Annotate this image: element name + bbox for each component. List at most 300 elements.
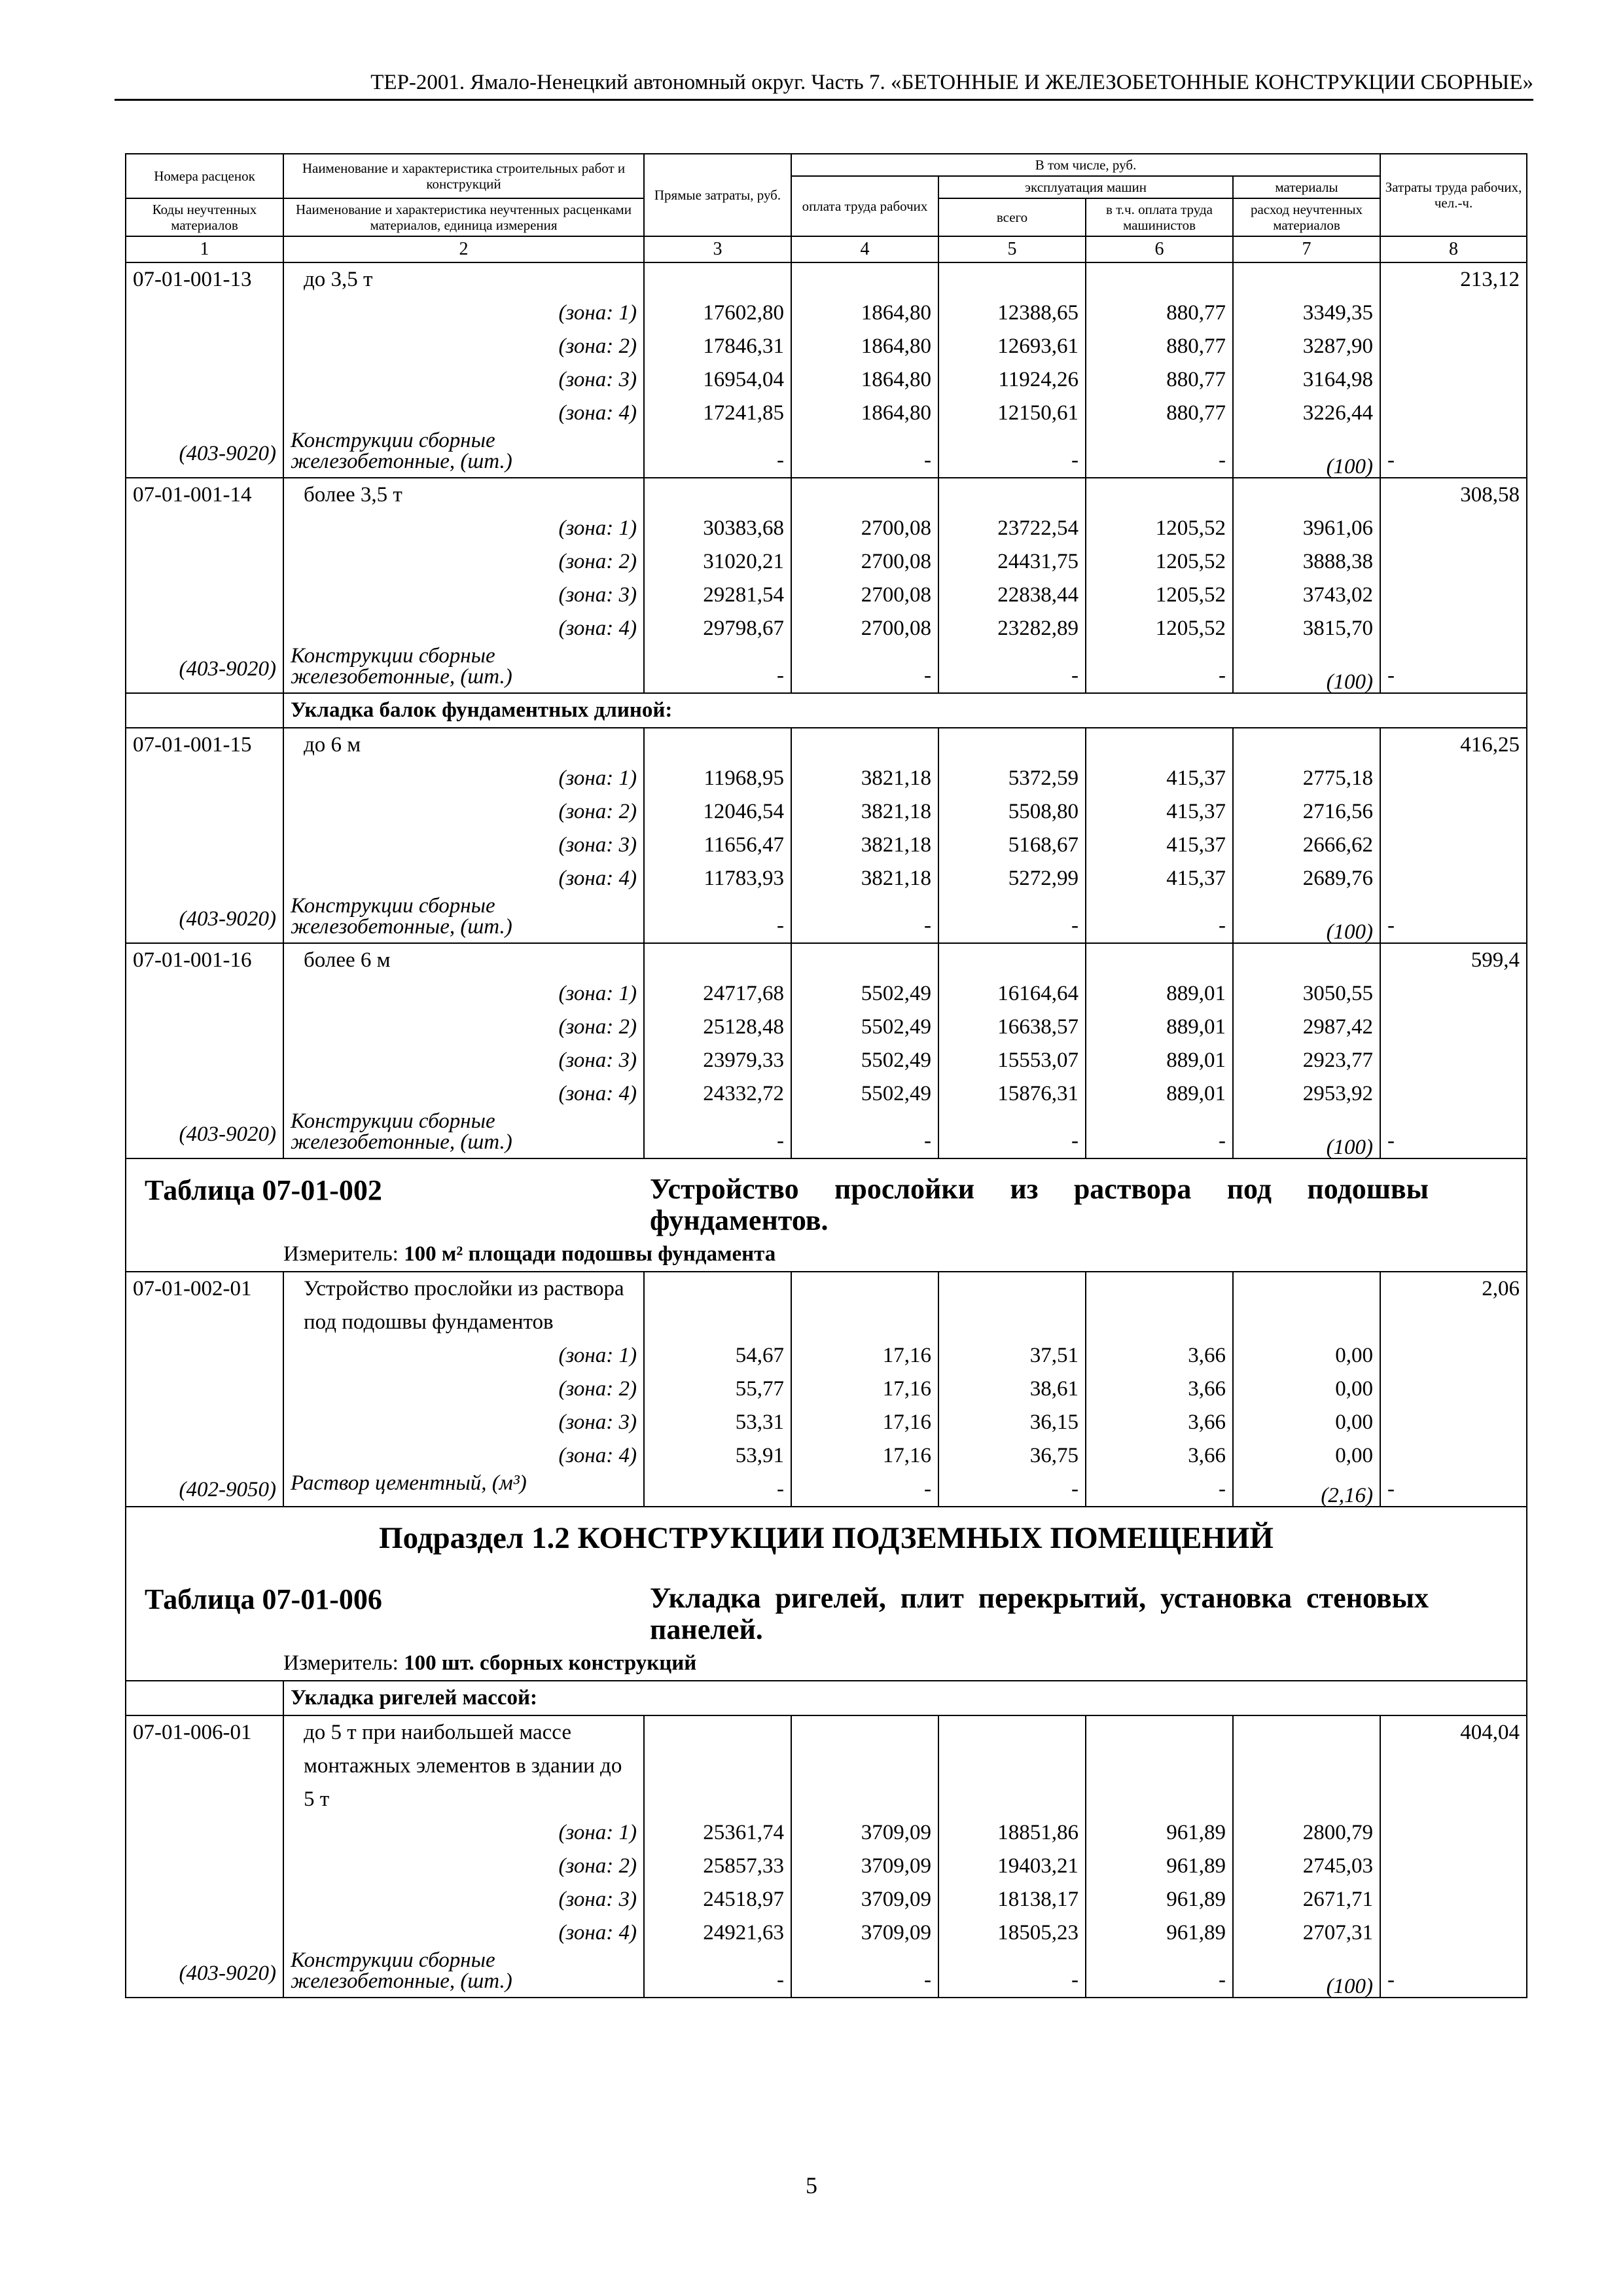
col-header-worker-pay: оплата труда рабочих — [791, 176, 938, 236]
header-number-row — [126, 236, 1527, 262]
zone-value: 30383,68 — [644, 512, 791, 545]
empty-cell — [126, 612, 283, 645]
zone-row — [126, 579, 1527, 612]
zone-value: 23722,54 — [938, 512, 1086, 545]
zone-value: 2700,08 — [791, 545, 938, 579]
empty-cell — [1380, 1406, 1527, 1439]
measure-value: 100 шт. сборных конструкций — [404, 1651, 697, 1675]
empty-cell — [1380, 795, 1527, 829]
empty-cell — [126, 397, 283, 430]
zone-value: 2700,08 — [791, 512, 938, 545]
zone-value: 31020,21 — [644, 545, 791, 579]
table-number: Таблица 07-01-002 — [145, 1174, 382, 1206]
material-name: Конструкции сборные железобетонные, (шт.) — [283, 645, 644, 693]
zone-value: 3164,98 — [1233, 363, 1380, 397]
zone-row — [126, 330, 1527, 363]
zone-value: 3815,70 — [1233, 612, 1380, 645]
material-row — [126, 1473, 1527, 1507]
zone-row — [126, 512, 1527, 545]
measure-label: Измеритель: — [283, 1242, 399, 1266]
material-qty: (2,16) — [1233, 1473, 1380, 1507]
empty-cell — [1380, 363, 1527, 397]
dash-value: - — [1380, 645, 1527, 693]
zone-value: 5372,59 — [938, 762, 1086, 795]
zone-label: (зона: 2) — [283, 1850, 644, 1883]
zone-value: 11656,47 — [644, 829, 791, 862]
zone-value: 11783,93 — [644, 862, 791, 895]
empty-cell — [126, 1816, 283, 1850]
dash-value: - — [938, 1111, 1086, 1158]
empty-cell — [1380, 296, 1527, 330]
zone-value: 5272,99 — [938, 862, 1086, 895]
subsection-title: Подраздел 1.2 КОНСТРУКЦИИ ПОДЗЕМНЫХ ПОМЕЩЕНИЙ — [379, 1521, 1274, 1555]
rate-row — [126, 262, 1527, 296]
zone-value: 12150,61 — [938, 397, 1086, 430]
empty-cell — [791, 1715, 938, 1816]
empty-cell — [938, 1715, 1086, 1816]
zone-value: 18851,86 — [938, 1816, 1086, 1850]
empty-cell — [1380, 1883, 1527, 1916]
zone-label: (зона: 4) — [283, 397, 644, 430]
zone-row — [126, 545, 1527, 579]
zone-label: (зона: 3) — [283, 1406, 644, 1439]
zone-value: 2700,08 — [791, 579, 938, 612]
zone-value: 0,00 — [1233, 1439, 1380, 1473]
empty-cell — [126, 1044, 283, 1077]
zone-value: 12046,54 — [644, 795, 791, 829]
zone-value: 29798,67 — [644, 612, 791, 645]
material-qty: (100) — [1233, 645, 1380, 693]
material-qty: (100) — [1233, 430, 1380, 478]
zone-row — [126, 612, 1527, 645]
rate-name: до 5 т при наибольшей массе монтажных элементов в здании до 5 т — [283, 1715, 644, 1816]
zone-value: 2987,42 — [1233, 1011, 1380, 1044]
zone-label: (зона: 2) — [283, 545, 644, 579]
empty-cell — [1380, 1077, 1527, 1111]
dash-value: - — [644, 645, 791, 693]
zone-label: (зона: 1) — [283, 762, 644, 795]
empty-cell — [1380, 1011, 1527, 1044]
empty-cell — [126, 1077, 283, 1111]
zone-value: 2775,18 — [1233, 762, 1380, 795]
zone-value: 2953,92 — [1233, 1077, 1380, 1111]
zone-row — [126, 363, 1527, 397]
zone-value: 24717,68 — [644, 977, 791, 1011]
dash-value: - — [938, 895, 1086, 943]
zone-value: 1864,80 — [791, 397, 938, 430]
empty-cell — [1233, 262, 1380, 296]
zone-label: (зона: 1) — [283, 1339, 644, 1372]
zone-value: 25128,48 — [644, 1011, 791, 1044]
empty-cell — [126, 1372, 283, 1406]
zone-value: 11968,95 — [644, 762, 791, 795]
zone-value: 1864,80 — [791, 296, 938, 330]
table-heading — [126, 1568, 1526, 1647]
dash-value: - — [644, 895, 791, 943]
zone-value: 0,00 — [1233, 1406, 1380, 1439]
dash-value: - — [1086, 430, 1233, 478]
empty-cell — [126, 762, 283, 795]
zone-value: 12693,61 — [938, 330, 1086, 363]
zone-row — [126, 1406, 1527, 1439]
labor-cost: 213,12 — [1380, 262, 1527, 296]
empty-cell — [938, 943, 1086, 977]
zone-value: 880,77 — [1086, 296, 1233, 330]
empty-cell — [126, 579, 283, 612]
zone-value: 1205,52 — [1086, 512, 1233, 545]
zone-row — [126, 296, 1527, 330]
empty-cell — [126, 545, 283, 579]
dash-value: - — [791, 430, 938, 478]
rate-row — [126, 1272, 1527, 1339]
empty-cell — [644, 1715, 791, 1816]
empty-cell — [1086, 1272, 1233, 1339]
material-qty: (100) — [1233, 1111, 1380, 1158]
material-code: (403-9020) — [126, 430, 283, 478]
zone-label: (зона: 3) — [283, 1883, 644, 1916]
zone-label: (зона: 1) — [283, 977, 644, 1011]
zone-row — [126, 795, 1527, 829]
zone-row — [126, 1077, 1527, 1111]
material-qty: (100) — [1233, 1950, 1380, 1998]
zone-value: 3743,02 — [1233, 579, 1380, 612]
table-title: Устройство прослойки из раствора под подошвы фундаментов. — [650, 1173, 1429, 1236]
dash-value: - — [791, 645, 938, 693]
zone-value: 36,75 — [938, 1439, 1086, 1473]
empty-cell — [1233, 1715, 1380, 1816]
rate-name: более 3,5 т — [283, 478, 644, 512]
material-row — [126, 645, 1527, 693]
empty-cell — [1380, 397, 1527, 430]
material-row — [126, 1950, 1527, 1998]
col-header-labor: Затраты труда рабочих, чел.-ч. — [1380, 154, 1527, 236]
zone-value: 3,66 — [1086, 1406, 1233, 1439]
zone-value: 3226,44 — [1233, 397, 1380, 430]
dash-value: - — [1380, 895, 1527, 943]
dash-value: - — [1086, 1473, 1233, 1507]
zone-value: 15553,07 — [938, 1044, 1086, 1077]
zone-value: 16164,64 — [938, 977, 1086, 1011]
zone-label: (зона: 2) — [283, 1011, 644, 1044]
col-header-including: В том числе, руб. — [791, 154, 1380, 176]
zone-value: 24921,63 — [644, 1916, 791, 1950]
dash-value: - — [1086, 645, 1233, 693]
empty-cell — [644, 1272, 791, 1339]
labor-cost: 308,58 — [1380, 478, 1527, 512]
col-number: 8 — [1380, 236, 1527, 262]
zone-label: (зона: 4) — [283, 612, 644, 645]
material-row — [126, 1111, 1527, 1158]
zone-row — [126, 1916, 1527, 1950]
rate-row — [126, 943, 1527, 977]
empty-cell — [126, 1011, 283, 1044]
zone-value: 5502,49 — [791, 977, 938, 1011]
zone-value: 889,01 — [1086, 1044, 1233, 1077]
zone-row — [126, 977, 1527, 1011]
rate-name: Устройство прослойки из раствора под подошвы фундаментов — [283, 1272, 644, 1339]
dash-value: - — [791, 895, 938, 943]
dash-value: - — [1380, 1111, 1527, 1158]
zone-label: (зона: 1) — [283, 1816, 644, 1850]
dash-value: - — [1086, 895, 1233, 943]
zone-value: 23282,89 — [938, 612, 1086, 645]
zone-value: 38,61 — [938, 1372, 1086, 1406]
empty-cell — [791, 1272, 938, 1339]
labor-cost: 416,25 — [1380, 728, 1527, 762]
material-code: (403-9020) — [126, 895, 283, 943]
empty-cell — [1380, 1816, 1527, 1850]
zone-value: 22838,44 — [938, 579, 1086, 612]
labor-cost: 599,4 — [1380, 943, 1527, 977]
col-number: 6 — [1086, 236, 1233, 262]
rate-name: до 3,5 т — [283, 262, 644, 296]
zone-value: 3709,09 — [791, 1816, 938, 1850]
zone-value: 3709,09 — [791, 1850, 938, 1883]
zone-value: 2671,71 — [1233, 1883, 1380, 1916]
empty-cell — [126, 693, 283, 728]
zone-value: 17,16 — [791, 1406, 938, 1439]
dash-value: - — [791, 1473, 938, 1507]
zone-value: 1864,80 — [791, 363, 938, 397]
empty-cell — [126, 1681, 283, 1715]
dash-value: - — [1380, 430, 1527, 478]
zone-value: 880,77 — [1086, 363, 1233, 397]
rate-row — [126, 728, 1527, 762]
zone-value: 3821,18 — [791, 829, 938, 862]
empty-cell — [644, 262, 791, 296]
zone-value: 2745,03 — [1233, 1850, 1380, 1883]
zone-value: 53,91 — [644, 1439, 791, 1473]
zone-value: 17,16 — [791, 1339, 938, 1372]
col-header-materials: материалы — [1233, 176, 1380, 198]
crossbars-heading — [126, 1681, 1527, 1715]
empty-cell — [126, 1339, 283, 1372]
col-header-machines-total: всего — [938, 198, 1086, 236]
material-name: Раствор цементный, (м³) — [283, 1473, 644, 1507]
zone-row — [126, 862, 1527, 895]
empty-cell — [1086, 262, 1233, 296]
zone-value: 17602,80 — [644, 296, 791, 330]
table-heading-cell — [126, 1158, 1527, 1272]
zone-value: 37,51 — [938, 1339, 1086, 1372]
zone-value: 3821,18 — [791, 795, 938, 829]
zone-value: 5168,67 — [938, 829, 1086, 862]
zone-value: 29281,54 — [644, 579, 791, 612]
empty-cell — [126, 1406, 283, 1439]
material-row — [126, 895, 1527, 943]
empty-cell — [1380, 1044, 1527, 1077]
empty-cell — [938, 1272, 1086, 1339]
material-name: Конструкции сборные железобетонные, (шт.) — [283, 1950, 644, 1998]
zone-label: (зона: 4) — [283, 1439, 644, 1473]
zone-value: 25857,33 — [644, 1850, 791, 1883]
zone-value: 17,16 — [791, 1372, 938, 1406]
zone-value: 24431,75 — [938, 545, 1086, 579]
empty-cell — [791, 943, 938, 977]
col-number: 1 — [126, 236, 283, 262]
dash-value: - — [938, 430, 1086, 478]
zone-value: 3888,38 — [1233, 545, 1380, 579]
empty-cell — [938, 478, 1086, 512]
zone-label: (зона: 2) — [283, 330, 644, 363]
empty-cell — [1380, 512, 1527, 545]
material-name: Конструкции сборные железобетонные, (шт.) — [283, 430, 644, 478]
zone-row — [126, 1372, 1527, 1406]
dash-value: - — [938, 1473, 1086, 1507]
col-header-material-name: Наименование и характеристика неучтенных расценками материалов, единица измерения — [283, 198, 644, 236]
table-number: Таблица 07-01-006 — [145, 1583, 382, 1615]
material-code: (402-9050) — [126, 1473, 283, 1507]
empty-cell — [644, 943, 791, 977]
zone-value: 1205,52 — [1086, 612, 1233, 645]
zone-value: 415,37 — [1086, 862, 1233, 895]
empty-cell — [1380, 1339, 1527, 1372]
rates-table — [125, 153, 1527, 1998]
zone-value: 3287,90 — [1233, 330, 1380, 363]
empty-cell — [1380, 612, 1527, 645]
crossbars-heading-text: Укладка ригелей массой: — [283, 1681, 1527, 1715]
zone-value: 1205,52 — [1086, 545, 1233, 579]
zone-row — [126, 1850, 1527, 1883]
material-name: Конструкции сборные железобетонные, (шт.) — [283, 1111, 644, 1158]
zone-label: (зона: 3) — [283, 829, 644, 862]
dash-value: - — [644, 1111, 791, 1158]
empty-cell — [126, 1439, 283, 1473]
empty-cell — [1380, 1439, 1527, 1473]
material-qty: (100) — [1233, 895, 1380, 943]
dash-value: - — [1086, 1111, 1233, 1158]
material-code: (403-9020) — [126, 645, 283, 693]
subsection-cell — [126, 1507, 1527, 1681]
zone-value: 5502,49 — [791, 1044, 938, 1077]
zone-row — [126, 762, 1527, 795]
zone-row — [126, 1883, 1527, 1916]
empty-cell — [1380, 829, 1527, 862]
zone-value: 889,01 — [1086, 977, 1233, 1011]
empty-cell — [1380, 862, 1527, 895]
zone-value: 24332,72 — [644, 1077, 791, 1111]
zone-value: 2689,76 — [1233, 862, 1380, 895]
empty-cell — [1380, 977, 1527, 1011]
zone-label: (зона: 4) — [283, 1077, 644, 1111]
zone-value: 53,31 — [644, 1406, 791, 1439]
zone-row — [126, 1011, 1527, 1044]
empty-cell — [126, 1916, 283, 1950]
zone-value: 961,89 — [1086, 1916, 1233, 1950]
empty-cell — [644, 728, 791, 762]
zone-value: 3961,06 — [1233, 512, 1380, 545]
zone-value: 3709,09 — [791, 1916, 938, 1950]
zone-row — [126, 397, 1527, 430]
empty-cell — [1233, 728, 1380, 762]
dash-value: - — [644, 1950, 791, 1998]
zone-value: 23979,33 — [644, 1044, 791, 1077]
measure-value: 100 м² площади подошвы фундамента — [404, 1242, 776, 1266]
col-header-operator-pay: в т.ч. оплата труда машинистов — [1086, 198, 1233, 236]
zone-value: 3821,18 — [791, 862, 938, 895]
empty-cell — [126, 977, 283, 1011]
empty-cell — [1086, 943, 1233, 977]
zone-value: 15876,31 — [938, 1077, 1086, 1111]
running-header: ТЕР-2001. Ямало-Ненецкий автономный округ. Часть 7. «БЕТОННЫЕ И ЖЕЛЕЗОБЕТОННЫЕ КОНСТРУКЦИИ СБОРНЫЕ» — [115, 71, 1533, 101]
zone-row — [126, 1044, 1527, 1077]
material-code: (403-9020) — [126, 1111, 283, 1158]
page-number: 5 — [806, 2172, 817, 2198]
zone-value: 415,37 — [1086, 829, 1233, 862]
zone-value: 17241,85 — [644, 397, 791, 430]
col-header-rate-number: Номера расценок — [126, 154, 283, 198]
empty-cell — [644, 478, 791, 512]
labor-cost: 404,04 — [1380, 1715, 1527, 1816]
dash-value: - — [1380, 1473, 1527, 1507]
empty-cell — [1233, 943, 1380, 977]
col-header-work-name: Наименование и характеристика строительных работ и конструкций — [283, 154, 644, 198]
zone-value: 11924,26 — [938, 363, 1086, 397]
zone-value: 3709,09 — [791, 1883, 938, 1916]
zone-value: 2666,62 — [1233, 829, 1380, 862]
zone-value: 19403,21 — [938, 1850, 1086, 1883]
zone-label: (зона: 4) — [283, 862, 644, 895]
empty-cell — [1380, 1372, 1527, 1406]
empty-cell — [1233, 1272, 1380, 1339]
rate-code: 07-01-001-15 — [126, 728, 283, 762]
dash-value: - — [791, 1111, 938, 1158]
table-title: Укладка ригелей, плит перекрытий, установка стеновых панелей. — [650, 1582, 1429, 1645]
empty-cell — [1380, 1916, 1527, 1950]
empty-cell — [1233, 478, 1380, 512]
zone-value: 961,89 — [1086, 1816, 1233, 1850]
zone-label: (зона: 3) — [283, 363, 644, 397]
table-heading — [126, 1159, 1526, 1238]
empty-cell — [1380, 545, 1527, 579]
table-heading-cell — [126, 1158, 1527, 1272]
zone-value: 5508,80 — [938, 795, 1086, 829]
zone-label: (зона: 3) — [283, 579, 644, 612]
dash-value: - — [938, 645, 1086, 693]
zone-value: 16954,04 — [644, 363, 791, 397]
beams-heading — [126, 693, 1527, 728]
empty-cell — [938, 262, 1086, 296]
zone-label: (зона: 2) — [283, 1372, 644, 1406]
col-number: 2 — [283, 236, 644, 262]
zone-value: 36,15 — [938, 1406, 1086, 1439]
dash-value: - — [644, 1473, 791, 1507]
measure-line — [126, 1647, 1526, 1680]
col-header-material-codes: Коды неучтенных материалов — [126, 198, 283, 236]
zone-value: 17846,31 — [644, 330, 791, 363]
zone-value: 415,37 — [1086, 762, 1233, 795]
col-header-direct-costs: Прямые затраты, руб. — [644, 154, 791, 236]
dash-value: - — [1380, 1950, 1527, 1998]
rate-name: более 6 м — [283, 943, 644, 977]
zone-value: 18505,23 — [938, 1916, 1086, 1950]
zone-row — [126, 1339, 1527, 1372]
empty-cell — [791, 262, 938, 296]
empty-cell — [1380, 762, 1527, 795]
zone-label: (зона: 3) — [283, 1044, 644, 1077]
col-number: 5 — [938, 236, 1086, 262]
empty-cell — [126, 363, 283, 397]
rate-code: 07-01-001-14 — [126, 478, 283, 512]
zone-value: 5502,49 — [791, 1011, 938, 1044]
zone-value: 2800,79 — [1233, 1816, 1380, 1850]
zone-value: 889,01 — [1086, 1011, 1233, 1044]
zone-value: 0,00 — [1233, 1372, 1380, 1406]
zone-value: 1864,80 — [791, 330, 938, 363]
col-number: 3 — [644, 236, 791, 262]
rate-row — [126, 478, 1527, 512]
zone-label: (зона: 4) — [283, 1916, 644, 1950]
